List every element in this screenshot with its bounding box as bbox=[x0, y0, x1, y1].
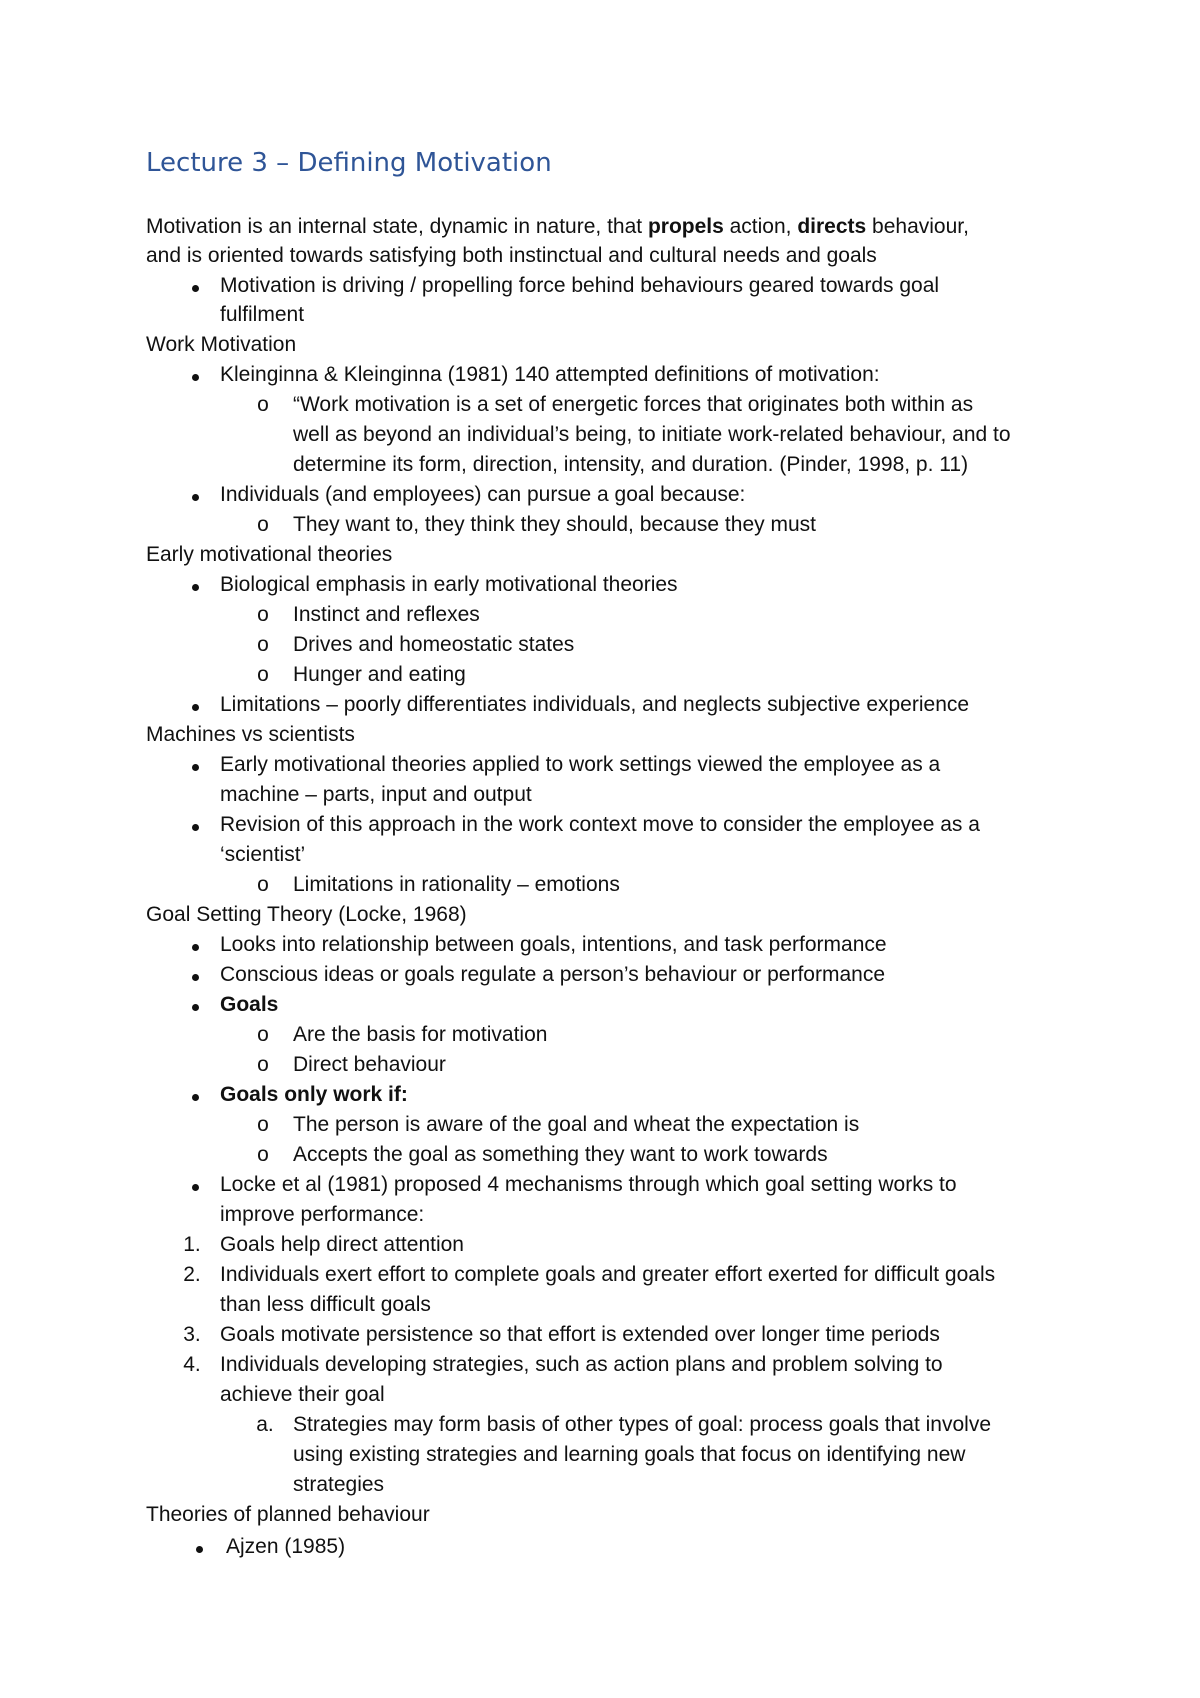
list-item: Motivation is driving / propelling force behind behaviours geared towards goal bbox=[220, 274, 940, 297]
list-item-bold: Goals only work if: bbox=[220, 1083, 408, 1106]
sub-bullet-marker: o bbox=[257, 603, 269, 626]
numbered-item: Individuals developing strategies, such as action plans and problem solving to bbox=[220, 1353, 943, 1376]
page-title: Lecture 3 – Defining Motivation bbox=[146, 148, 552, 178]
number-marker: 4. bbox=[183, 1353, 201, 1376]
numbered-item-continuation: than less difficult goals bbox=[220, 1293, 431, 1316]
section-heading-machines: Machines vs scientists bbox=[146, 723, 355, 746]
bullet-icon bbox=[183, 570, 207, 600]
list-item: Ajzen (1985) bbox=[226, 1535, 346, 1558]
bold-term-propels: propels bbox=[647, 215, 724, 238]
sub-bullet-marker: o bbox=[257, 1113, 269, 1136]
lettered-item: Strategies may form basis of other types of goal: process goals that involve bbox=[293, 1413, 992, 1436]
list-item: Conscious ideas or goals regulate a person’s behaviour or performance bbox=[220, 963, 885, 986]
sub-list-item: Accepts the goal as something they want to work towards bbox=[293, 1143, 828, 1166]
numbered-item: Goals motivate persistence so that effort is extended over longer time periods bbox=[220, 1323, 940, 1346]
text-run: action, bbox=[723, 215, 798, 238]
numbered-item-continuation: achieve their goal bbox=[220, 1383, 385, 1406]
lettered-item-continuation: using existing strategies and learning goals that focus on identifying new bbox=[293, 1443, 966, 1466]
list-item: Revision of this approach in the work context move to consider the employee as a bbox=[220, 813, 980, 836]
list-item: Biological emphasis in early motivational theories bbox=[220, 573, 678, 596]
bullet-icon bbox=[183, 690, 207, 720]
bullet-icon bbox=[183, 930, 207, 960]
sub-list-item-continuation: determine its form, direction, intensity, and duration. (Pinder, 1998, p. 11) bbox=[293, 453, 969, 476]
list-item: Individuals (and employees) can pursue a goal because: bbox=[220, 483, 746, 506]
section-heading-early-theories: Early motivational theories bbox=[146, 543, 393, 566]
bullet-icon bbox=[183, 990, 207, 1020]
bullet-icon bbox=[183, 960, 207, 990]
sub-list-item-continuation: well as beyond an individual’s being, to initiate work-related behaviour, and to bbox=[293, 423, 1011, 446]
sub-list-item: Instinct and reflexes bbox=[293, 603, 480, 626]
section-heading-work-motivation: Work Motivation bbox=[146, 333, 297, 356]
sub-list-item: The person is aware of the goal and wheat the expectation is bbox=[293, 1113, 860, 1136]
list-item-bold: Goals bbox=[220, 993, 279, 1016]
list-item-continuation: ‘scientist’ bbox=[220, 843, 306, 866]
bullet-icon bbox=[183, 480, 207, 510]
list-item-continuation: improve performance: bbox=[220, 1203, 425, 1226]
number-marker: 2. bbox=[183, 1263, 201, 1286]
list-item-continuation: fulfilment bbox=[220, 303, 305, 326]
sub-bullet-marker: o bbox=[257, 1143, 269, 1166]
letter-marker: a. bbox=[256, 1413, 274, 1436]
sub-list-item: “Work motivation is a set of energetic forces that originates both within as bbox=[293, 393, 974, 416]
sub-bullet-marker: o bbox=[257, 1023, 269, 1046]
bullet-icon bbox=[183, 1170, 207, 1200]
sub-bullet-marker: o bbox=[257, 1053, 269, 1076]
number-marker: 1. bbox=[183, 1233, 201, 1256]
bullet-icon bbox=[183, 750, 207, 780]
sub-list-item: Limitations in rationality – emotions bbox=[293, 873, 620, 896]
sub-list-item: Are the basis for motivation bbox=[293, 1023, 548, 1046]
numbered-item: Individuals exert effort to complete goals and greater effort exerted for difficult goals bbox=[220, 1263, 996, 1286]
text-run: Motivation is an internal state, dynamic in nature, that bbox=[146, 215, 648, 238]
sub-bullet-marker: o bbox=[257, 513, 269, 536]
sub-bullet-marker: o bbox=[257, 633, 269, 656]
numbered-item: Goals help direct attention bbox=[220, 1233, 464, 1256]
lettered-item-continuation: strategies bbox=[293, 1473, 385, 1496]
bullet-icon bbox=[183, 271, 207, 301]
intro-paragraph-line-1 bbox=[146, 212, 969, 242]
sub-bullet-marker: o bbox=[257, 663, 269, 686]
sub-bullet-marker: o bbox=[257, 873, 269, 896]
sub-list-item: Hunger and eating bbox=[293, 663, 466, 686]
list-item-continuation: machine – parts, input and output bbox=[220, 783, 532, 806]
bullet-icon bbox=[187, 1532, 211, 1562]
list-item: Limitations – poorly differentiates individuals, and neglects subjective experience bbox=[220, 693, 970, 716]
sub-list-item: Direct behaviour bbox=[293, 1053, 446, 1076]
sub-list-item: They want to, they think they should, because they must bbox=[293, 513, 816, 536]
list-item: Early motivational theories applied to work settings viewed the employee as a bbox=[220, 753, 941, 776]
text-run: behaviour, bbox=[866, 215, 969, 238]
intro-paragraph-line-2: and is oriented towards satisfying both instinctual and cultural needs and goals bbox=[146, 244, 877, 267]
section-heading-planned-behaviour: Theories of planned behaviour bbox=[146, 1503, 430, 1526]
list-item: Kleinginna & Kleinginna (1981) 140 attempted definitions of motivation: bbox=[220, 363, 880, 386]
bold-term-directs: directs bbox=[797, 215, 867, 238]
section-heading-goal-setting: Goal Setting Theory (Locke, 1968) bbox=[146, 903, 467, 926]
bullet-icon bbox=[183, 1080, 207, 1110]
bullet-icon bbox=[183, 810, 207, 840]
bullet-icon bbox=[183, 360, 207, 390]
sub-bullet-marker: o bbox=[257, 393, 269, 416]
number-marker: 3. bbox=[183, 1323, 201, 1346]
list-item: Locke et al (1981) proposed 4 mechanisms through which goal setting works to bbox=[220, 1173, 957, 1196]
list-item: Looks into relationship between goals, intentions, and task performance bbox=[220, 933, 887, 956]
sub-list-item: Drives and homeostatic states bbox=[293, 633, 575, 656]
